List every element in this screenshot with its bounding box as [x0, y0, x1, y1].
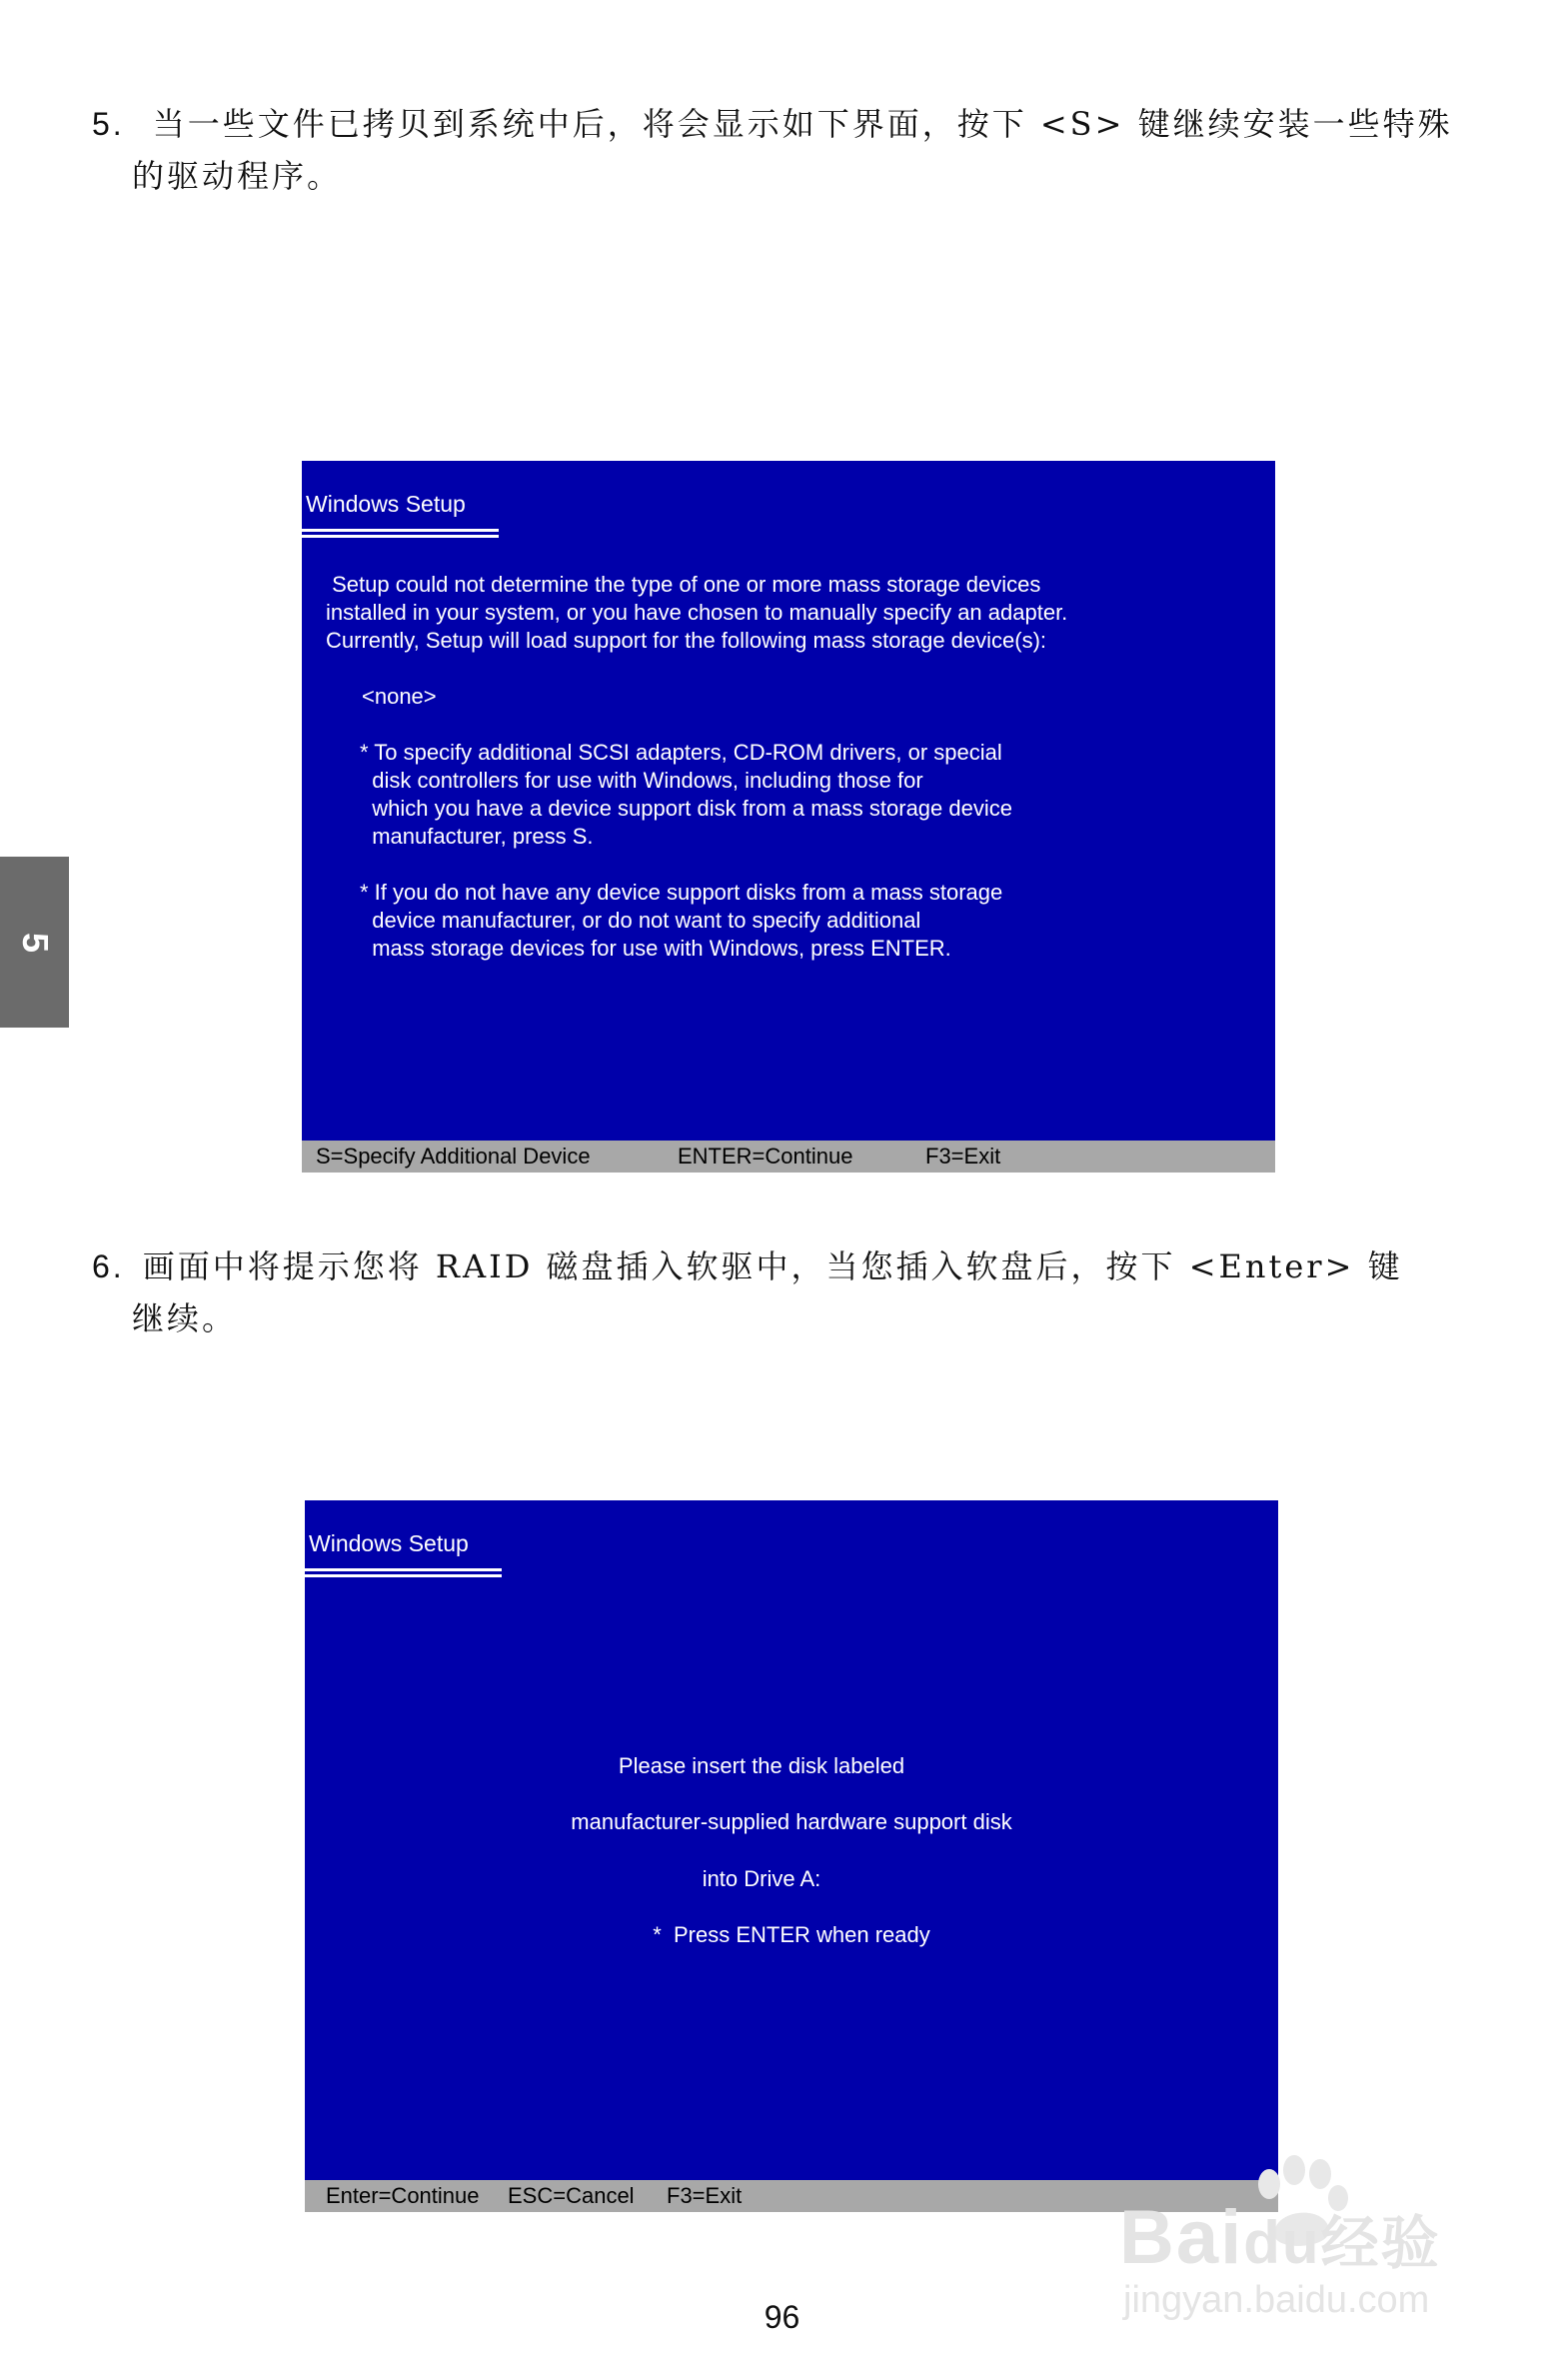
message-line: * To specify additional SCSI adapters, CD-ROM drivers, or special — [360, 740, 1002, 765]
message-line: mass storage devices for use with Windows, press ENTER. — [360, 936, 951, 961]
chapter-tab-label: 5 — [14, 932, 56, 953]
step-5-line-1: 当一些文件已拷贝到系统中后，将会显示如下界面，按下 <S> 键继续安装一些特殊 — [152, 105, 1453, 143]
message-line: manufacturer, press S. — [360, 824, 594, 849]
title-underline — [302, 529, 499, 538]
windows-setup-screen-2 — [305, 1500, 1278, 2212]
message-line: which you have a device support disk from a mass storage device — [360, 796, 1012, 821]
message-line: Setup could not determine the type of one or more mass storage devices — [326, 572, 1041, 597]
device-list-none: <none> — [362, 684, 437, 709]
disk-label-line: manufacturer-supplied hardware support disk — [571, 1809, 1012, 1834]
continue-key-hint: ENTER=Continue — [678, 1144, 853, 1169]
drive-line: into Drive A: — [702, 1866, 821, 1891]
specify-device-key-hint: S=Specify Additional Device — [316, 1144, 591, 1169]
exit-key-hint: F3=Exit — [667, 2183, 743, 2208]
message-line: device manufacturer, or do not want to specify additional — [360, 908, 921, 933]
step-5-number: 5. — [92, 106, 125, 142]
baidu-watermark — [1119, 2154, 1499, 2334]
cancel-key-hint: ESC=Cancel — [508, 2183, 635, 2208]
page-number: 96 — [764, 2299, 800, 2335]
status-bar — [302, 1141, 1275, 1173]
title-underline — [305, 1568, 502, 1577]
message-line: Currently, Setup will load support for the following mass storage device(s): — [326, 628, 1047, 653]
step-5-line-2: 的驱动程序。 — [132, 157, 343, 195]
watermark-brand: Baidu经验 — [1119, 2195, 1441, 2280]
step-6-line-1: 画面中将提示您将 RAID 磁盘插入软驱中，当您插入软盘后，按下 <Enter> 键 — [142, 1247, 1403, 1285]
step-6-line-2: 继续。 — [132, 1299, 238, 1337]
step-6-paragraph — [92, 1240, 1491, 1344]
message-line: disk controllers for use with Windows, including those for — [360, 768, 923, 793]
press-enter-line: * Press ENTER when ready — [653, 1922, 930, 1947]
step-6-number: 6. — [92, 1248, 125, 1284]
insert-disk-line: Please insert the disk labeled — [618, 1753, 905, 1778]
setup-title: Windows Setup — [309, 1530, 469, 1556]
watermark-url: jingyan.baidu.com — [1123, 2279, 1430, 2321]
chapter-tab — [0, 857, 69, 1028]
exit-key-hint: F3=Exit — [925, 1144, 1001, 1169]
continue-key-hint: Enter=Continue — [326, 2183, 480, 2208]
message-line: installed in your system, or you have chosen to manually specify an adapter. — [326, 600, 1068, 625]
windows-setup-screen-1 — [302, 461, 1275, 1173]
message-line: * If you do not have any device support disks from a mass storage — [360, 880, 1003, 905]
step-5-paragraph — [92, 98, 1491, 202]
setup-title: Windows Setup — [306, 491, 466, 517]
